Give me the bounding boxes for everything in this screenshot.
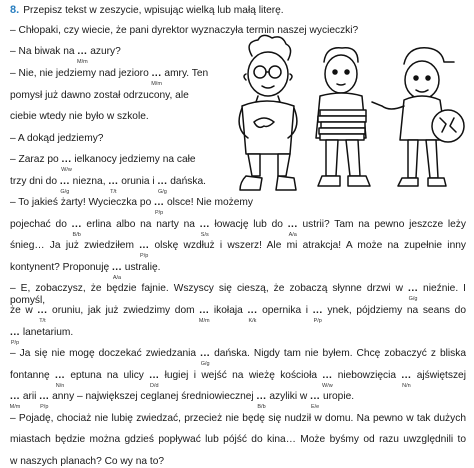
letter-hint: M/m bbox=[9, 404, 21, 410]
text-line bbox=[9, 391, 466, 410]
text-segment: – Chłopaki, czy wiecie, że pani dyrektor wyznaczyła termin naszej wycieczki? bbox=[10, 25, 359, 36]
letter-hint: S/s bbox=[200, 232, 209, 238]
letter-hint: W/w bbox=[322, 383, 333, 389]
letter-blank: ... A/a bbox=[112, 262, 122, 274]
letter-blank: ... B/b bbox=[257, 391, 267, 403]
letter-hint: P/p bbox=[140, 253, 149, 259]
letter-blank: ... G/g bbox=[157, 176, 167, 188]
letter-hint: P/p bbox=[10, 340, 20, 346]
letter-blank: ... M/m bbox=[199, 305, 209, 317]
letter-hint: P/p bbox=[154, 210, 164, 216]
text-line bbox=[10, 348, 467, 367]
text-segment: w naszych planach? Co wy na to? bbox=[10, 456, 165, 467]
text-segment: oruniu, jak już zwiedzimy dom bbox=[47, 305, 200, 316]
text-segment: ikołaja bbox=[209, 305, 248, 316]
letter-hint: M/m bbox=[77, 59, 88, 65]
text-segment: ielkanocy jedziemy na całe bbox=[71, 154, 196, 165]
letter-hint: E/e bbox=[310, 404, 320, 410]
text-line bbox=[10, 305, 466, 324]
text-line bbox=[10, 283, 466, 307]
text-segment: dańska. bbox=[167, 176, 206, 187]
letter-blank: ... S/s bbox=[200, 219, 210, 231]
text-line bbox=[10, 456, 164, 468]
letter-blank: ... P/p bbox=[139, 240, 149, 252]
letter-blank: ... K/k bbox=[247, 305, 257, 317]
text-segment: ajświętszej bbox=[411, 370, 466, 381]
text-line bbox=[10, 240, 466, 259]
text-segment: niezna, bbox=[69, 176, 109, 187]
letter-blank: ... P/p bbox=[39, 391, 49, 403]
text-segment: ynek, pójdziemy na seans do bbox=[322, 305, 466, 316]
text-line bbox=[10, 262, 161, 281]
text-line bbox=[10, 327, 74, 346]
text-segment: azury? bbox=[87, 46, 121, 57]
text-segment: arii bbox=[20, 391, 40, 402]
letter-blank: ... P/p bbox=[154, 197, 164, 209]
letter-hint: N/n bbox=[55, 383, 65, 389]
letter-hint: G/g bbox=[408, 296, 418, 302]
letter-hint: A/a bbox=[112, 275, 122, 281]
text-line bbox=[10, 111, 149, 123]
text-segment: olskę wzdłuż i wszerz! Ale mi atrakcja! A może na zupełnie inny bbox=[149, 240, 466, 251]
letter-blank: ... G/g bbox=[60, 176, 70, 188]
letter-hint: G/g bbox=[200, 361, 210, 367]
text-segment: – E, zobaczysz, że będzie fajnie. Wszyscy się cieszą, że zobaczą słynne drzwi w bbox=[10, 283, 409, 294]
letter-hint: G/g bbox=[158, 189, 167, 195]
text-segment: że w bbox=[10, 305, 38, 316]
text-segment: amry. Ten bbox=[161, 68, 209, 79]
text-line bbox=[10, 46, 121, 65]
exercise-instruction: Przepisz tekst w zeszycie, wpisując wielką lub małą literę. bbox=[23, 5, 284, 16]
letter-blank: ... M/m bbox=[10, 391, 20, 403]
boy-with-ball-drawing bbox=[372, 48, 464, 186]
text-segment: erlina albo na narty na bbox=[81, 219, 200, 230]
text-line bbox=[10, 434, 466, 446]
letter-hint: T/t bbox=[110, 189, 117, 195]
text-segment: ługiej i wejść na wieżę kościoła bbox=[159, 370, 323, 381]
text-segment: – Pojadę, chociaż nie lubię zwiedzać, przecież nie będę się nudził w domu. Na pewno w tak dużych bbox=[10, 413, 466, 424]
letter-hint: B/b bbox=[72, 232, 81, 238]
letter-blank: ... N/n bbox=[55, 370, 65, 382]
boy-with-glasses-drawing bbox=[239, 35, 297, 190]
letter-blank: ... G/g bbox=[408, 283, 418, 295]
letter-hint: D/d bbox=[149, 383, 159, 389]
text-segment: – To jakieś żarty! Wycieczka po bbox=[10, 197, 155, 208]
letter-blank: ... P/p bbox=[10, 327, 20, 339]
boy-with-books-drawing bbox=[316, 48, 370, 186]
letter-hint: M/m bbox=[198, 318, 210, 324]
letter-blank: ... B/b bbox=[72, 219, 82, 231]
text-segment: orunia i bbox=[118, 176, 158, 187]
letter-hint: N/n bbox=[402, 383, 411, 389]
text-segment: – Zaraz po bbox=[10, 154, 62, 165]
text-segment: kontynent? Proponuję bbox=[10, 262, 112, 273]
text-segment: trzy dni do bbox=[10, 176, 60, 187]
text-line bbox=[10, 133, 103, 145]
text-segment: – A dokąd jedziemy? bbox=[10, 133, 104, 144]
text-segment: pojechać do bbox=[10, 219, 72, 230]
text-segment: ustrii? Tam na pewno jeszcze leży bbox=[297, 219, 466, 230]
three-boys-illustration bbox=[208, 34, 470, 204]
letter-blank: ... D/d bbox=[149, 370, 159, 382]
text-segment: niebowzięcia bbox=[332, 370, 402, 381]
letter-hint: W/w bbox=[61, 167, 72, 173]
text-segment: opernika i bbox=[257, 305, 313, 316]
text-segment: dańska. Nigdy tam nie byłem. Chcę zobaczyć z bliska bbox=[210, 348, 467, 359]
letter-hint: T/t bbox=[39, 318, 46, 324]
letter-blank: ... A/a bbox=[288, 219, 298, 231]
letter-blank: ... W/w bbox=[322, 370, 332, 382]
text-line bbox=[10, 154, 196, 173]
letter-hint: P/p bbox=[40, 404, 49, 410]
text-segment: anny – największej ceglanej średniowiecznej bbox=[49, 391, 257, 402]
text-line bbox=[10, 68, 209, 87]
text-segment: śnieg… Ja już zwiedziłem bbox=[10, 240, 140, 251]
text-segment: olsce! Nie możemy bbox=[164, 197, 253, 208]
exercise-header bbox=[10, 4, 284, 17]
exercise-number: 8. bbox=[10, 4, 20, 16]
text-segment: ustralię. bbox=[121, 262, 161, 273]
letter-blank: ... M/m bbox=[77, 46, 87, 58]
text-segment: azyliki w bbox=[266, 391, 311, 402]
text-line bbox=[10, 413, 466, 425]
letter-blank: ... N/n bbox=[401, 370, 411, 382]
text-segment: – Nie, nie jedziemy nad jezioro bbox=[10, 68, 152, 79]
text-segment: – Na biwak na bbox=[10, 46, 78, 57]
text-segment: – Ja się nie mogę doczekać zwiedzania bbox=[10, 348, 201, 359]
text-line bbox=[10, 370, 466, 389]
text-segment: fontannę bbox=[10, 370, 55, 381]
text-segment: eptuna na ulicy bbox=[65, 370, 150, 381]
text-segment: nieźnie. I pomyśl, bbox=[10, 283, 467, 306]
text-segment: ciebie wtedy nie było w szkole. bbox=[10, 111, 149, 122]
letter-blank: ... T/t bbox=[37, 305, 47, 317]
letter-blank: ... E/e bbox=[310, 391, 320, 403]
letter-blank: ... G/g bbox=[200, 348, 210, 360]
text-segment: uropie. bbox=[320, 391, 355, 402]
text-line bbox=[10, 176, 206, 195]
text-line bbox=[10, 90, 189, 102]
letter-hint: K/k bbox=[248, 318, 257, 324]
letter-blank: ... P/p bbox=[313, 305, 323, 317]
letter-blank: ... T/t bbox=[108, 176, 118, 188]
letter-blank: ... W/w bbox=[62, 154, 72, 166]
text-line bbox=[10, 219, 466, 238]
letter-blank: ... M/m bbox=[152, 68, 162, 80]
text-segment: lanetarium. bbox=[20, 327, 74, 338]
letter-hint: A/a bbox=[288, 232, 297, 238]
text-segment: pomysł już dawno został odrzucony, ale bbox=[10, 90, 189, 101]
letter-hint: M/m bbox=[151, 81, 162, 87]
text-segment: łowację lub do bbox=[209, 219, 288, 230]
letter-hint: P/p bbox=[313, 318, 322, 324]
letter-hint: B/b bbox=[257, 404, 266, 410]
letter-hint: G/g bbox=[60, 189, 70, 195]
text-segment: miastach będzie można gdzieś popływać lub pójść do kina… Może byśmy od razu uwzględnili to bbox=[10, 434, 466, 445]
